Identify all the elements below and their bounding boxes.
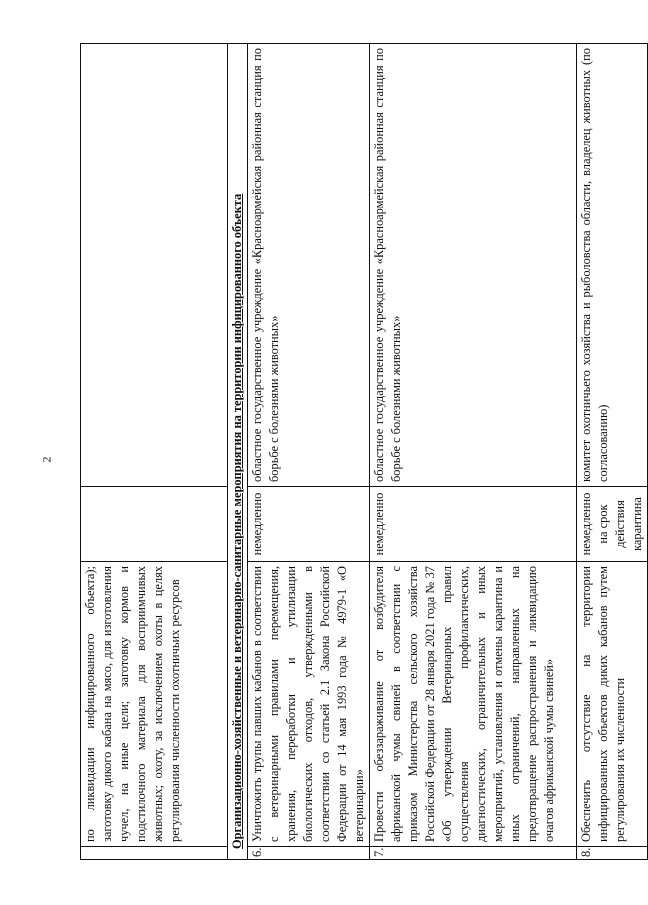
document-frame bbox=[80, 43, 644, 860]
table-row bbox=[370, 44, 577, 860]
table-row bbox=[248, 44, 370, 860]
responsible-cell bbox=[81, 44, 228, 487]
document-content bbox=[80, 43, 644, 860]
page-number: 2 bbox=[39, 456, 54, 463]
table-row bbox=[81, 44, 228, 860]
term-cell: немедленно bbox=[248, 487, 370, 562]
row-number: 7. bbox=[370, 847, 577, 860]
section-header-row bbox=[228, 44, 248, 860]
action-cell: Обеспечить отсутствие на территории инфицированных объектов диких кабанов путем регулирования их численности bbox=[577, 562, 648, 847]
section-title: Организационно-хозяйственные и ветеринарно-санитарные мероприятия на территории инфицированного объекта bbox=[228, 44, 248, 860]
table-row bbox=[577, 44, 648, 860]
term-cell: немедленно bbox=[370, 487, 577, 562]
row-number bbox=[81, 847, 228, 860]
term-cell: немедленно на срок действия карантина bbox=[577, 487, 648, 562]
measures-table bbox=[80, 43, 648, 860]
term-cell bbox=[81, 487, 228, 562]
responsible-cell: областное государственное учреждение «Красноармейская районная станция по борьбе с болезнями животных» bbox=[370, 44, 577, 487]
action-cell: Провести обеззараживание от возбудителя африканской чумы свиней в соответствии с приказом Министерства сельского хозяйства Российской Федерации от 28 января 2021 года № 37 «Об утверждении Ветеринарных правил осуществления профилактических, диагностических, ограничительных и иных мероприятий, установления и отмены карантина и иных ограничений, направленных на предотвращение распространения и ликвидацию очагов африканской чумы свиней» bbox=[370, 562, 577, 847]
action-cell: Уничтожить трупы павших кабанов в соответствии с ветеринарными правилами перемещения, хранения, переработки и утилизации биологических отходов, утвержденными в соответствии со статьей 2.1 Закона Российской Федерации от 14 мая 1993 года № 4979-1 «О ветеринарии» bbox=[248, 562, 370, 847]
responsible-cell: областное государственное учреждение «Красноармейская районная станция по борьбе с болезнями животных» bbox=[248, 44, 370, 487]
row-number: 8. bbox=[577, 847, 648, 860]
action-cell: по ликвидации инфицированного объекта); заготовку дикого кабана на мясо, для изготовления чучел, на иные цели; заготовку кормов и подстилочного материала для восприимчивых животных; охоту, за исключением охоты в целях регулирования численности охотничьих ресурсов bbox=[81, 562, 228, 847]
responsible-cell: комитет охотничьего хозяйства и рыболовства области, владелец животных (по согласованию) bbox=[577, 44, 648, 487]
row-number: 6. bbox=[248, 847, 370, 860]
